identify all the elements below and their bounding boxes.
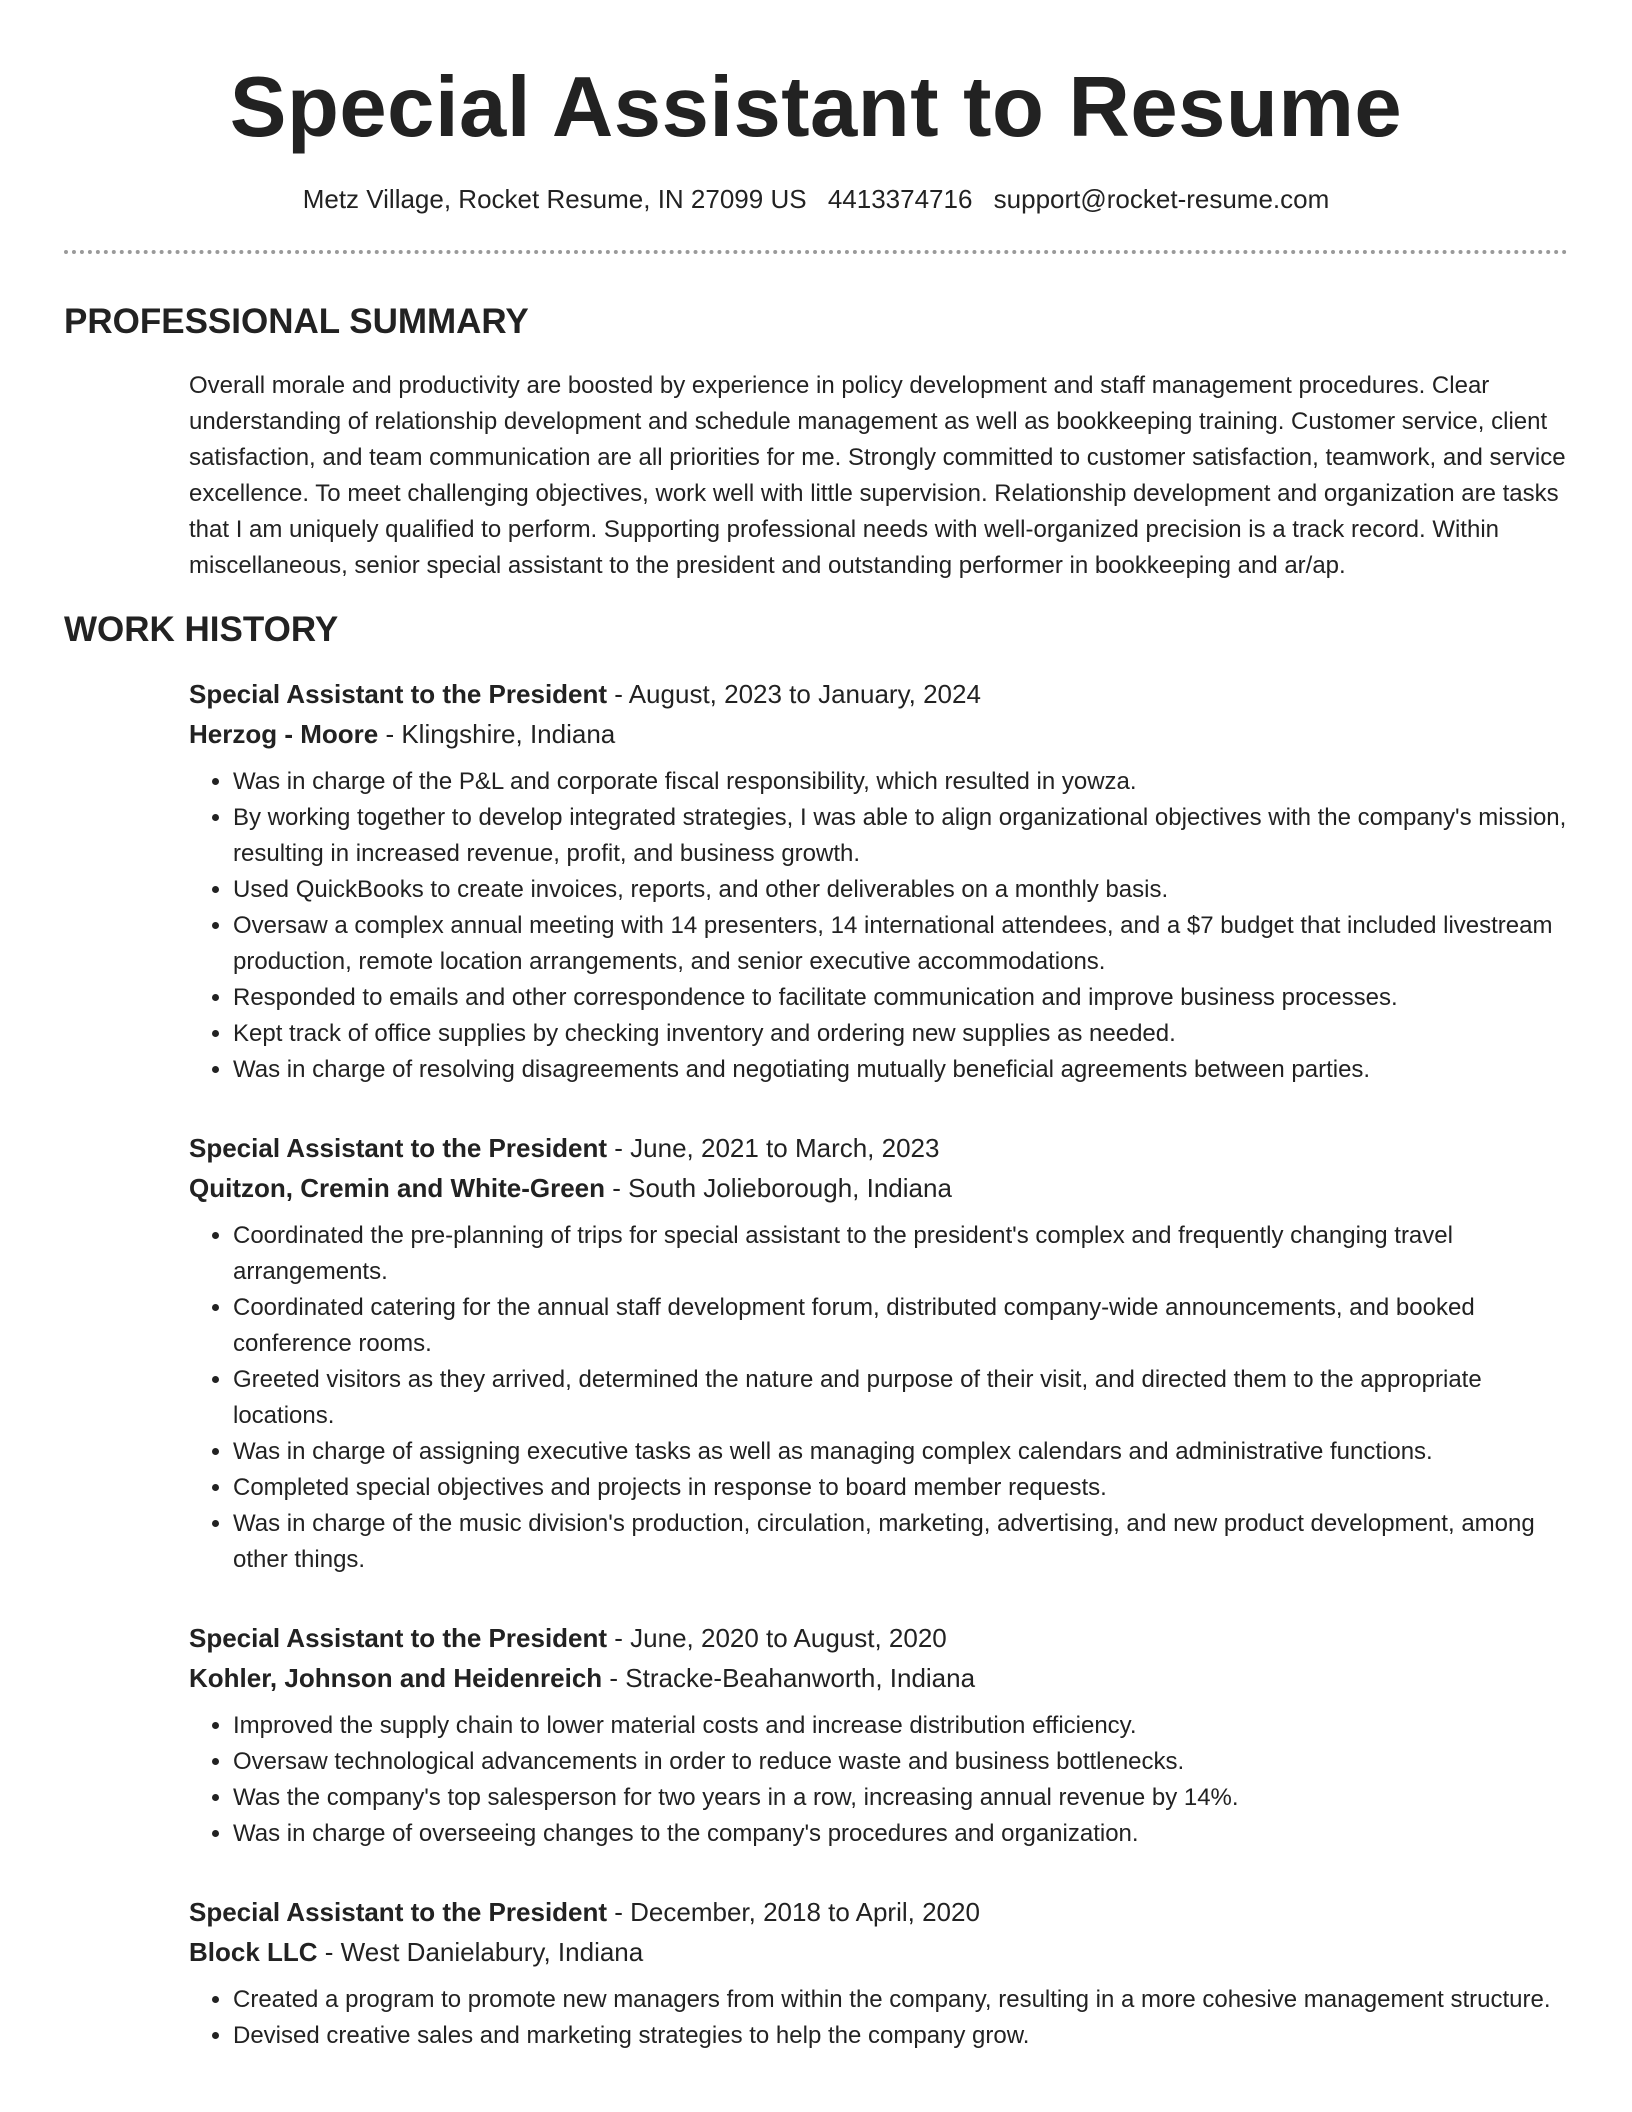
job-bullet: • Devised creative sales and marketing strategies to help the company grow. xyxy=(233,2018,1568,2054)
job-company: Herzog - Moore xyxy=(189,719,379,749)
job-bullet: • Used QuickBooks to create invoices, reports, and other deliverables on a monthly basis. xyxy=(233,872,1568,908)
job-bullet: • Created a program to promote new managers from within the company, resulting in a more cohesive management structure. xyxy=(233,1982,1568,2018)
job-entry xyxy=(189,674,1568,1088)
header-divider xyxy=(64,250,1568,254)
resume-name: Special Assistant to Resume xyxy=(229,60,1403,155)
job-bullets xyxy=(189,1218,1568,1578)
job-company-line xyxy=(189,714,1568,754)
job-title-line xyxy=(189,674,1568,714)
job-company-line xyxy=(189,1168,1568,1208)
job-bullets xyxy=(189,1982,1568,2054)
job-bullet: • Coordinated the pre-planning of trips for special assistant to the president's complex and frequently changing travel arrangements. xyxy=(233,1218,1568,1290)
job-title-line xyxy=(189,1892,1568,1932)
job-company-line xyxy=(189,1932,1568,1972)
job-role: Special Assistant to the President xyxy=(189,1133,608,1163)
work-history-heading: WORK HISTORY xyxy=(64,610,339,649)
job-location: - West Danielabury, Indiana xyxy=(317,1937,644,1967)
job-title-line xyxy=(189,1128,1568,1168)
job-location: - South Jolieborough, Indiana xyxy=(605,1173,952,1203)
job-title-line xyxy=(189,1618,1568,1658)
job-entry xyxy=(189,1128,1568,1578)
job-dates: - June, 2020 to August, 2020 xyxy=(607,1623,947,1653)
job-company: Block LLC xyxy=(189,1937,318,1967)
job-role: Special Assistant to the President xyxy=(189,1623,608,1653)
job-company: Kohler, Johnson and Heidenreich xyxy=(189,1663,603,1693)
job-location: - Stracke-Beahanworth, Indiana xyxy=(602,1663,976,1693)
job-entry xyxy=(189,1618,1568,1852)
job-bullet: • Was in charge of the music division's production, circulation, marketing, advertising, and new product development, among other things. xyxy=(233,1506,1568,1578)
job-list xyxy=(189,674,1568,2054)
job-dates: - August, 2023 to January, 2024 xyxy=(607,679,981,709)
contact-phone: 4413374716 xyxy=(827,184,973,214)
job-company: Quitzon, Cremin and White-Green xyxy=(189,1173,606,1203)
job-location: - Klingshire, Indiana xyxy=(378,719,616,749)
job-company-line xyxy=(189,1658,1568,1698)
job-bullet: • Was in charge of overseeing changes to the company's procedures and organization. xyxy=(233,1816,1568,1852)
summary-text: Overall morale and productivity are boosted by experience in policy development and staff management procedures. Clear understanding of relationship development and schedule management as well as bookkeeping training. Customer service, client satisfaction, and team communication are all priorities for me. Strongly committed to customer satisfaction, teamwork, and service excellence. To meet challenging objectives, work well with little supervision. Relationship development and organization are tasks that I am uniquely qualified to perform. Supporting professional needs with well-organized precision is a track record. Within miscellaneous, senior special assistant to the president and outstanding performer in bookkeeping and ar/ap. xyxy=(189,372,1566,579)
job-entry xyxy=(189,1892,1568,2054)
job-bullet: • Responded to emails and other correspondence to facilitate communication and improve business processes. xyxy=(233,980,1568,1016)
job-bullet: • Oversaw a complex annual meeting with 14 presenters, 14 international attendees, and a $7 budget that included livestream production, remote location arrangements, and senior executive accommodations. xyxy=(233,908,1568,980)
job-bullet: • Coordinated catering for the annual staff development forum, distributed company-wide announcements, and booked conference rooms. xyxy=(233,1290,1568,1362)
job-bullet: • Greeted visitors as they arrived, determined the nature and purpose of their visit, and directed them to the appropriate locations. xyxy=(233,1362,1568,1434)
job-bullet: • Was the company's top salesperson for two years in a row, increasing annual revenue by 14%. xyxy=(233,1780,1568,1816)
contact-line xyxy=(0,182,1632,216)
job-bullets xyxy=(189,1708,1568,1852)
contact-address: Metz Village, Rocket Resume, IN 27099 US xyxy=(302,184,807,214)
job-bullet: • Was in charge of the P&L and corporate fiscal responsibility, which resulted in yowza. xyxy=(233,764,1568,800)
job-dates: - June, 2021 to March, 2023 xyxy=(607,1133,940,1163)
job-bullet: • By working together to develop integrated strategies, I was able to align organizational objectives with the company's mission, resulting in increased revenue, profit, and business growth. xyxy=(233,800,1568,872)
job-role: Special Assistant to the President xyxy=(189,679,608,709)
job-bullet: • Completed special objectives and projects in response to board member requests. xyxy=(233,1470,1568,1506)
job-bullet: • Was in charge of assigning executive tasks as well as managing complex calendars and administrative functions. xyxy=(233,1434,1568,1470)
job-role: Special Assistant to the President xyxy=(189,1897,608,1927)
summary-heading: PROFESSIONAL SUMMARY xyxy=(64,302,529,341)
job-bullet: • Was in charge of resolving disagreements and negotiating mutually beneficial agreements between parties. xyxy=(233,1052,1568,1088)
contact-email: support@rocket-resume.com xyxy=(993,184,1330,214)
job-bullet: • Oversaw technological advancements in order to reduce waste and business bottlenecks. xyxy=(233,1744,1568,1780)
job-bullets xyxy=(189,764,1568,1088)
job-bullet: • Kept track of office supplies by checking inventory and ordering new supplies as needed. xyxy=(233,1016,1568,1052)
job-bullet: • Improved the supply chain to lower material costs and increase distribution efficiency. xyxy=(233,1708,1568,1744)
job-dates: - December, 2018 to April, 2020 xyxy=(607,1897,980,1927)
